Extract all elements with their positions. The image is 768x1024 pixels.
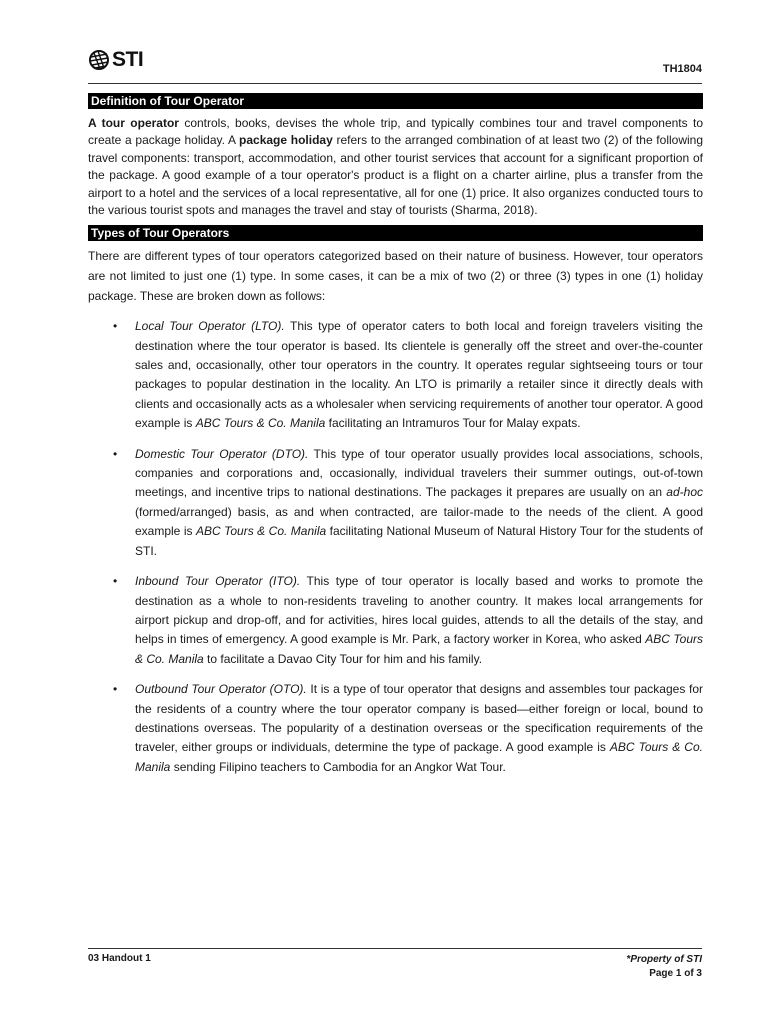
bullet-example: ABC Tours & Co. Manila [195, 524, 327, 539]
bullet-term: Inbound Tour Operator (ITO). [135, 574, 301, 589]
section-heading-definition: Definition of Tour Operator [88, 93, 703, 109]
sti-logo [88, 46, 143, 74]
section-heading-types: Types of Tour Operators [88, 225, 703, 241]
header-divider [88, 83, 702, 84]
bullet-text: (formed/arranged) basis, as and when contracted, are tailor-made to the needs of the client. A good example is [135, 504, 703, 539]
list-item-dto [88, 445, 703, 561]
bullet-text: This type of tour operator usually provides local associations, schools, companies and corporations and, occasionally, individual travelers their summer outings, out-of-town meetings, and incentive trips to national destinations. The packages it prepares are usually on an [135, 446, 703, 500]
bullet-icon: • [113, 319, 118, 334]
bullet-text: This type of operator caters to both local and foreign travelers visiting the destination where the tour operator is based. Its clientele is generally off the street and over-the-counter sales and, occasionally, other tour operators in the country. It operates regular sightseeing tours or tour packages to popular destination in the locality. An LTO is primarily a retailer since it directly deals with clients and occasionally acts as a wholesaler when servicing requirements of another tour operator. A good example is [135, 319, 703, 431]
footer-page-number: Page 1 of 3 [649, 968, 702, 979]
footer-property-label: *Property of STI [626, 954, 702, 965]
list-item-lto [88, 317, 703, 433]
bullet-text: facilitating an Intramuros Tour for Malay expats. [325, 416, 581, 431]
footer-divider [88, 948, 702, 949]
bullet-example: ABC Tours & Co. Manila [135, 740, 703, 774]
bullet-term: Local Tour Operator (LTO). [135, 319, 285, 334]
paragraph-text: controls, books, devises the whole trip, and typically combines tour and travel components to create a package holiday. A [88, 116, 703, 148]
sti-globe-icon [88, 49, 110, 71]
term-tour-operator: A tour operator [88, 116, 179, 130]
bullet-text: sending Filipino teachers to Cambodia for an Angkor Wat Tour. [170, 759, 506, 774]
bullet-italic-term: ad-hoc [666, 485, 703, 500]
footer-handout-label: 03 Handout 1 [88, 953, 151, 964]
definition-paragraph [88, 115, 703, 219]
list-item-ito [88, 572, 703, 669]
bullet-text: It is a type of tour operator that designs and assembles tour packages for the residents of a country where the tour operator company is based—either foreign or local, bound to destinations overseas. The popularity of a destination overseas or the specification requirements of the traveler, either groups or individuals, determine the type of package. A good example is [135, 682, 704, 755]
operator-types-list [88, 317, 703, 777]
bullet-text: This type of tour operator is locally based and works to promote the destination as a whole to non-residents traveling to another country. It makes local arrangements for airport pickup and drop-off, and for activities, hires local guides, attends to all the details of the stay, and helps in times of emergency. A good example is Mr. Park, a factory worker in Korea, who asked [135, 574, 703, 647]
bullet-example: ABC Tours & Co. Manila [135, 632, 703, 666]
paragraph-text: refers to the arranged combination of at least two (2) of the following travel components: transport, accommodation, and other tourist services that account for a significant proportion of the package. A good example of a tour operator's product is a flight on a charter airline, plus a transfer from the airport to a hotel and the services of a local representative, all for one (1) price. It also organizes conducted tours to the various tourist spots and manages the travel and stay of tourists (Sharma, 2018). [88, 133, 704, 218]
bullet-icon: • [113, 682, 118, 697]
types-intro-paragraph: There are different types of tour operators categorized based on their nature of business. However, tour operators are not limited to just one (1) type. In some cases, it can be a mix of two (2) or three (3) types in one (1) holiday package. These are broken down as follows: [88, 249, 703, 303]
term-package-holiday: package holiday [239, 133, 333, 148]
list-item-oto [88, 680, 703, 777]
bullet-term: Outbound Tour Operator (OTO). [135, 682, 307, 697]
bullet-icon: • [113, 446, 118, 461]
bullet-icon: • [113, 574, 118, 589]
bullet-text: facilitating National Museum of Natural History Tour for the students of STI. [135, 524, 703, 558]
bullet-term: Domestic Tour Operator (DTO). [135, 446, 309, 461]
footer-right-block [626, 953, 702, 981]
logo-text: STI [112, 48, 144, 71]
document-code: TH1804 [662, 63, 702, 75]
bullet-example: ABC Tours & Co. Manila [195, 416, 326, 431]
main-content [88, 93, 703, 788]
bullet-text: to facilitate a Davao City Tour for him and his family. [203, 651, 483, 666]
